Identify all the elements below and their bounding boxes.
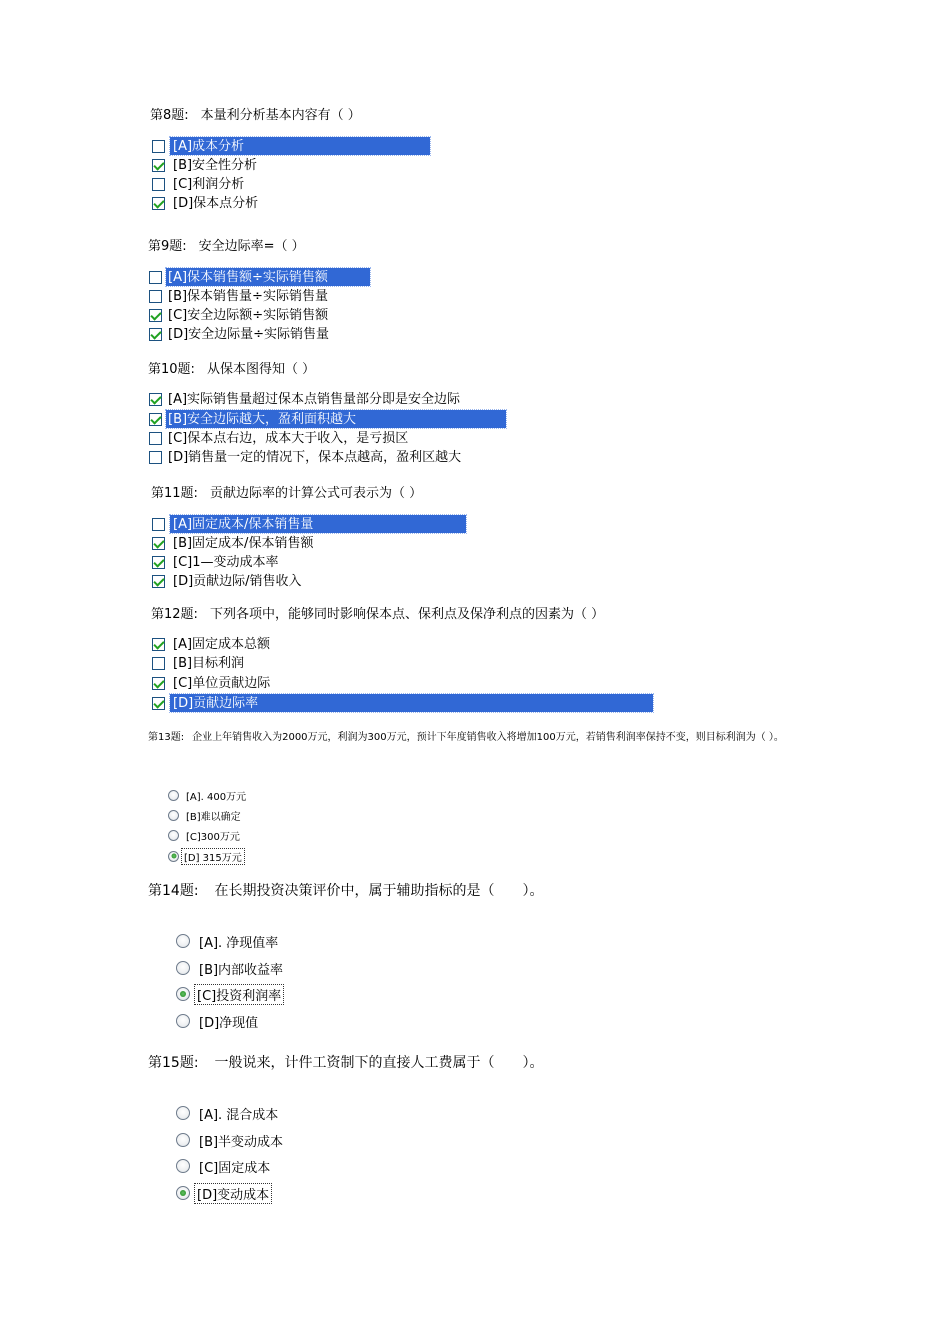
q11-option-a[interactable]: [A]固定成本/保本销售量: [152, 515, 315, 534]
q11-option-b[interactable]: [B]固定成本/保本销售额: [152, 534, 315, 553]
checkbox-checked[interactable]: [152, 697, 165, 710]
q8-option-d[interactable]: [D]保本点分析: [152, 194, 260, 213]
q9-option-a[interactable]: [A]保本销售额÷实际销售额: [149, 268, 330, 287]
checkbox-checked[interactable]: [152, 159, 165, 172]
q10-option-d[interactable]: [D]销售量一定的情况下，保本点越高，盈利区越大: [149, 448, 463, 467]
q12-option-c[interactable]: [C]单位贡献边际: [152, 674, 272, 693]
checkbox[interactable]: [149, 290, 162, 303]
checkbox[interactable]: [149, 432, 162, 445]
checkbox-checked[interactable]: [152, 638, 165, 651]
checkbox[interactable]: [152, 657, 165, 670]
q14-option-d[interactable]: [D]净现值: [176, 1012, 260, 1030]
q15-option-b[interactable]: [B]半变动成本: [176, 1131, 285, 1149]
q11-option-d[interactable]: [D]贡献边际/销售收入: [152, 572, 304, 591]
q14-option-a[interactable]: [A]. 净现值率: [176, 932, 280, 950]
q8-option-c[interactable]: [C]利润分析: [152, 175, 246, 194]
checkbox[interactable]: [152, 178, 165, 191]
q15-option-c[interactable]: [C]固定成本: [176, 1157, 272, 1175]
radio-button[interactable]: [168, 830, 179, 841]
q12-option-d[interactable]: [D]贡献边际率: [152, 694, 260, 713]
question-12-title: 第12题: 下列各项中，能够同时影响保本点、保利点及保净利点的因素为（ ）: [151, 607, 605, 622]
q11-option-c[interactable]: [C]1—变动成本率: [152, 553, 281, 572]
q9-option-c[interactable]: [C]安全边际额÷实际销售额: [149, 306, 330, 325]
question-13-title: 第13题: 企业上年销售收入为2000万元，利润为300万元，预计下年度销售收入将增加100万元，若销售利润率保持不变，则目标利润为（ ）。: [148, 732, 784, 743]
question-10-title: 第10题: 从保本图得知（ ）: [148, 362, 316, 377]
checkbox-checked[interactable]: [152, 677, 165, 690]
q13-option-d[interactable]: [D] 315万元: [168, 848, 244, 864]
radio-button-selected[interactable]: [176, 987, 190, 1001]
radio-button-selected[interactable]: [168, 851, 179, 862]
q15-option-a[interactable]: [A]. 混合成本: [176, 1104, 280, 1122]
q8-option-a[interactable]: [A]成本分析: [152, 137, 246, 156]
q15-option-d[interactable]: [D]变动成本: [176, 1184, 271, 1202]
question-11-title: 第11题: 贡献边际率的计算公式可表示为（ ）: [151, 486, 423, 501]
radio-button[interactable]: [176, 1133, 190, 1147]
radio-button[interactable]: [176, 1014, 190, 1028]
q12-option-a[interactable]: [A]固定成本总额: [152, 635, 272, 654]
radio-button[interactable]: [168, 810, 179, 821]
radio-button-selected[interactable]: [176, 1186, 190, 1200]
checkbox-checked[interactable]: [152, 537, 165, 550]
question-15-title: 第15题: 一般说来，计件工资制下的直接人工费属于（ ）。: [148, 1055, 544, 1071]
q13-option-c[interactable]: [C]300万元: [168, 827, 242, 843]
checkbox[interactable]: [152, 518, 165, 531]
question-9-title: 第9题: 安全边际率=（ ）: [148, 239, 305, 254]
q12-option-b[interactable]: [B]目标利润: [152, 654, 246, 673]
q14-option-b[interactable]: [B]内部收益率: [176, 959, 285, 977]
radio-button[interactable]: [176, 1159, 190, 1173]
question-8-title: 第8题: 本量利分析基本内容有（ ）: [150, 108, 361, 123]
radio-button[interactable]: [176, 961, 190, 975]
q9-option-d[interactable]: [D]安全边际量÷实际销售量: [149, 325, 331, 344]
radio-button[interactable]: [176, 1106, 190, 1120]
checkbox-checked[interactable]: [152, 556, 165, 569]
checkbox[interactable]: [149, 271, 162, 284]
q10-option-c[interactable]: [C]保本点右边，成本大于收入，是亏损区: [149, 429, 410, 448]
checkbox-checked[interactable]: [152, 197, 165, 210]
radio-button[interactable]: [168, 790, 179, 801]
checkbox-checked[interactable]: [149, 309, 162, 322]
q10-option-a[interactable]: [A]实际销售量超过保本点销售量部分即是安全边际: [149, 390, 462, 409]
q9-option-b[interactable]: [B]保本销售量÷实际销售量: [149, 287, 330, 306]
q10-option-b[interactable]: [B]安全边际越大，盈利面积越大: [149, 410, 358, 429]
checkbox-checked[interactable]: [152, 575, 165, 588]
radio-button[interactable]: [176, 934, 190, 948]
q8-option-b[interactable]: [B]安全性分析: [152, 156, 259, 175]
q13-option-b[interactable]: [B]难以确定: [168, 807, 243, 823]
checkbox-checked[interactable]: [149, 328, 162, 341]
q13-option-a[interactable]: [A]. 400万元: [168, 787, 248, 803]
checkbox-checked[interactable]: [149, 393, 162, 406]
checkbox-checked[interactable]: [149, 413, 162, 426]
checkbox[interactable]: [152, 140, 165, 153]
question-14-title: 第14题: 在长期投资决策评价中，属于辅助指标的是（ ）。: [148, 883, 544, 899]
q14-option-c[interactable]: [C]投资利润率: [176, 985, 283, 1003]
checkbox[interactable]: [149, 451, 162, 464]
